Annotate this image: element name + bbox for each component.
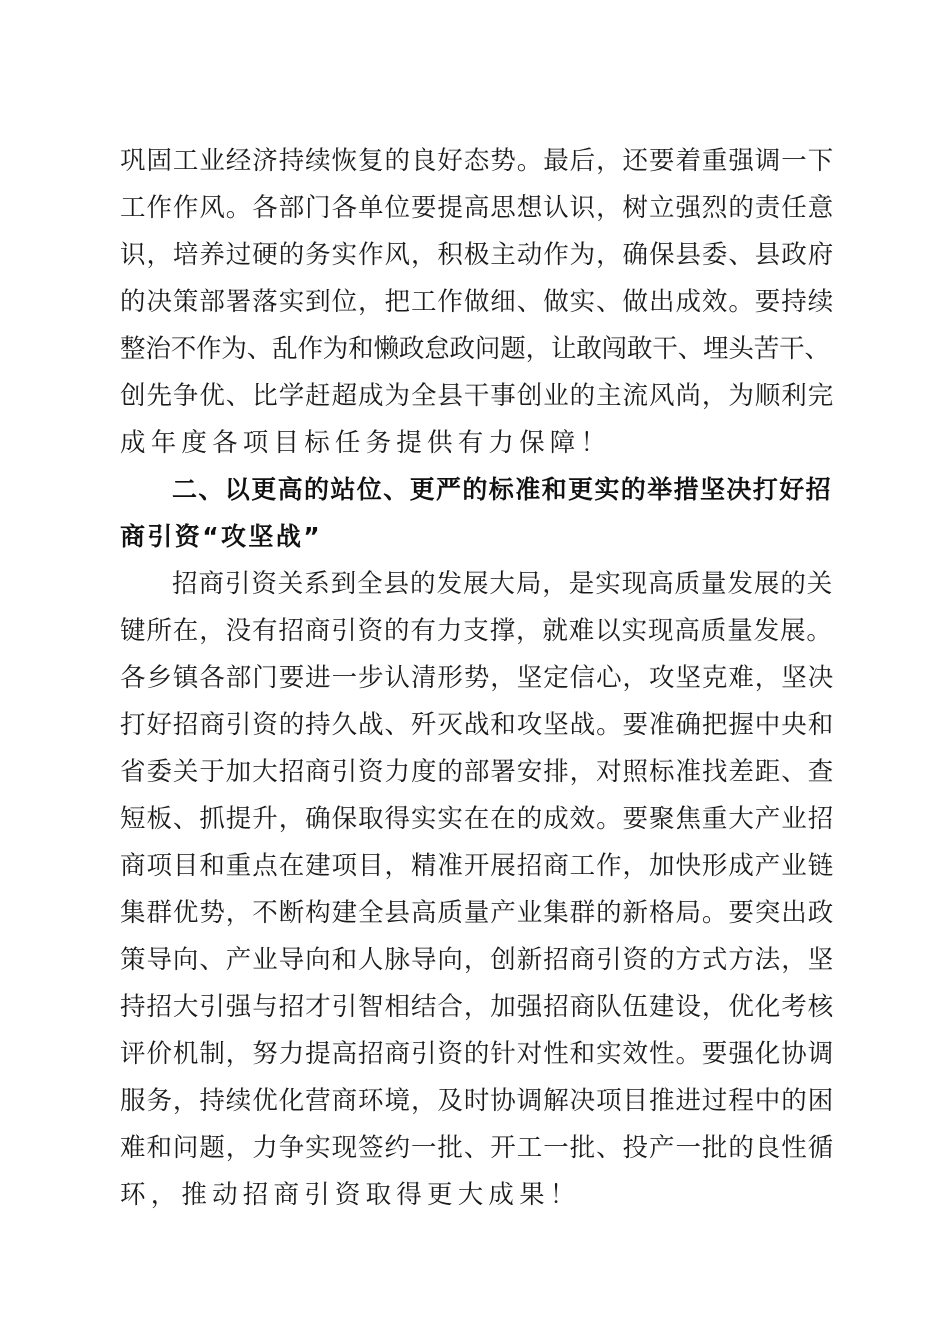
line-text: 商项目和重点在建项目，精准开展招商工作，加快形成产业链 [120, 851, 835, 881]
line-text: 短板、抓提升，确保取得实实在在的成效。要聚焦重大产业招 [120, 804, 835, 834]
section-heading-line [0, 467, 950, 513]
line-text: 各乡镇各部门要进一步认清形势，坚定信心，攻坚克难，坚决 [120, 663, 835, 693]
heading-text: 商引资“攻坚战” [120, 522, 323, 551]
text-line [0, 984, 950, 1030]
line-text: 键所在，没有招商引资的有力支撑，就难以实现高质量发展。 [120, 616, 833, 646]
line-text: 招商引资关系到全县的发展大局，是实现高质量发展的关 [172, 569, 834, 599]
line-text: 的决策部署落实到位，把工作做细、做实、做出成效。要持续 [120, 287, 835, 317]
line-text: 策导向、产业导向和人脉导向，创新招商引资的方式方法，坚 [120, 945, 835, 975]
text-line [0, 890, 950, 936]
text-line [0, 373, 950, 419]
heading-text: 二、以更高的站位、更严的标准和更实的举措坚决打好招 [172, 475, 833, 504]
text-line [0, 937, 950, 983]
line-text: 整治不作为、乱作为和懒政怠政问题，让敢闯敢干、埋头苦干、 [120, 334, 830, 364]
text-line [0, 232, 950, 278]
line-text: 创先争优、比学赶超成为全县干事创业的主流风尚，为顺利完 [120, 381, 835, 411]
text-line [0, 138, 950, 184]
line-text: 打好招商引资的持久战、歼灭战和攻坚战。要准确把握中央和 [120, 710, 835, 740]
line-text: 工作作风。各部门各单位要提高思想认识，树立强烈的责任意 [120, 193, 835, 223]
text-line [0, 843, 950, 889]
line-text: 环，推动招商引资取得更大成果！ [120, 1180, 581, 1210]
text-line [0, 749, 950, 795]
line-text: 服务，持续优化营商环境，及时协调解决项目推进过程中的困 [120, 1086, 835, 1116]
line-text: 成年度各项目标任务提供有力保障！ [120, 428, 612, 458]
text-line [0, 796, 950, 842]
text-line [0, 561, 950, 607]
line-text: 持招大引强与招才引智相结合，加强招商队伍建设，优化考核 [120, 992, 835, 1022]
text-line [0, 1172, 950, 1218]
text-line [0, 608, 950, 654]
section-heading-line [0, 514, 950, 560]
text-line [0, 1078, 950, 1124]
line-text: 巩固工业经济持续恢复的良好态势。最后，还要着重强调一下 [120, 146, 835, 176]
text-line [0, 655, 950, 701]
text-line [0, 702, 950, 748]
line-text: 评价机制，努力提高招商引资的针对性和实效性。要强化协调 [120, 1039, 835, 1069]
line-text: 识，培养过硬的务实作风，积极主动作为，确保县委、县政府 [120, 240, 835, 270]
text-line [0, 326, 950, 372]
text-line [0, 185, 950, 231]
line-text: 省委关于加大招商引资力度的部署安排，对照标准找差距、查 [120, 757, 835, 787]
line-text: 集群优势，不断构建全县高质量产业集群的新格局。要突出政 [120, 898, 835, 928]
line-text: 难和问题，力争实现签约一批、开工一批、投产一批的良性循 [120, 1133, 835, 1163]
text-line [0, 420, 950, 466]
text-line [0, 1031, 950, 1077]
text-line [0, 1125, 950, 1171]
text-line [0, 279, 950, 325]
